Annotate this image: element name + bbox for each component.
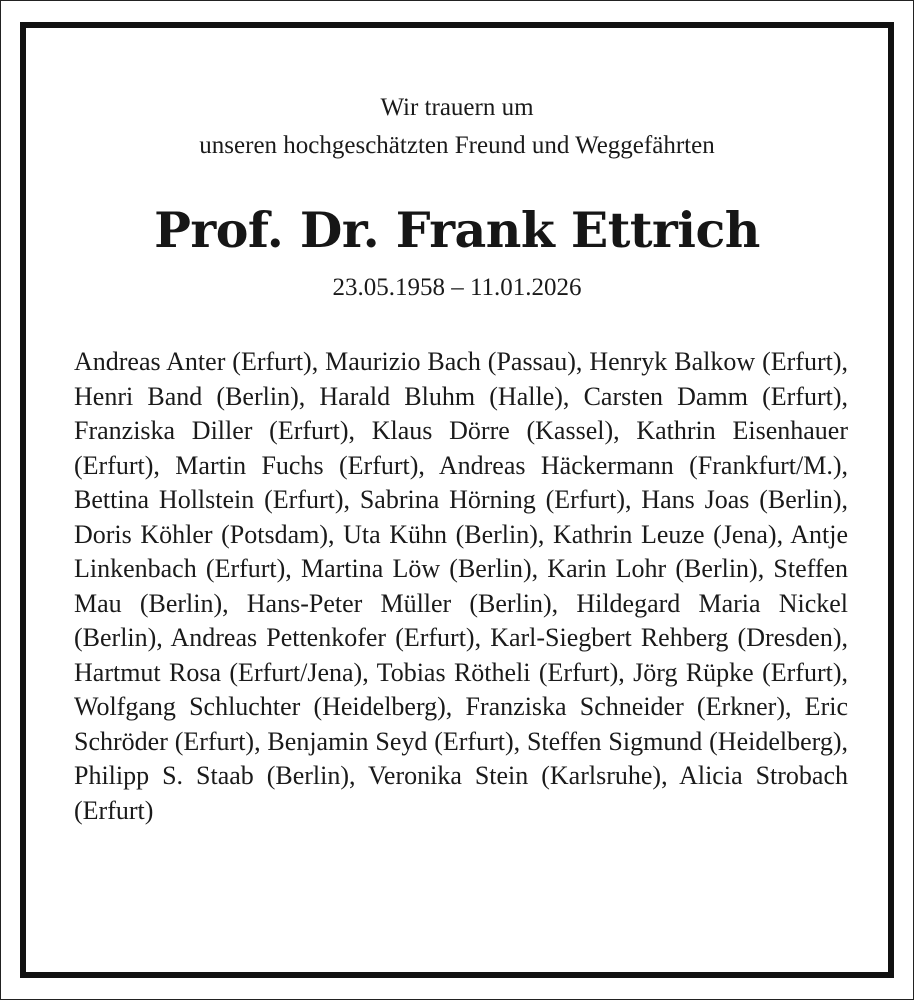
mourners-list: Andreas Anter (Erfurt), Maurizio Bach (Passau), Henryk Balkow (Erfurt), Henri Band (Berlin), Harald Bluhm (Halle), Carsten Damm (Erfurt), Franziska Diller (Erfurt), Klaus Dörre (Kassel), Kathrin Eisenhauer (Erfurt), Martin Fuchs (Erfurt), Andreas Häckermann (Frankfurt/M.), Bettina Hollstein (Erfurt), Sabrina Hörning (Erfurt), Hans Joas (Berlin), Doris Köhler (Potsdam), Uta Kühn (Berlin), Kathrin Leuze (Jena), Antje Linkenbach (Erfurt), Martina Löw (Berlin), Karin Lohr (Berlin), Steffen Mau (Berlin), Hans-Peter Müller (Berlin), Hildegard Maria Nickel (Berlin), Andreas Pettenkofer (Erfurt), Karl-Siegbert Rehberg (Dresden), Hartmut Rosa (Erfurt/Jena), Tobias Rötheli (Erfurt), Jörg Rüpke (Erfurt), Wolfgang Schluchter (Heidelberg), Franziska Schneider (Erkner), Eric Schröder (Erfurt), Benjamin Seyd (Erfurt), Steffen Sigmund (Heidelberg), Philipp S. Staab (Berlin), Veronika Stein (Karlsruhe), Alicia Strobach (Erfurt)	[74, 347, 848, 825]
intro-line-1: Wir trauern um	[380, 94, 534, 121]
life-dates: 23.05.1958 – 11.01.2026	[332, 274, 582, 301]
deceased-name: Prof. Dr. Frank Ettrich	[154, 201, 760, 259]
intro-line-2: unseren hochgeschätzten Freund und Weggefährten	[199, 132, 715, 159]
obituary-card	[20, 22, 894, 978]
